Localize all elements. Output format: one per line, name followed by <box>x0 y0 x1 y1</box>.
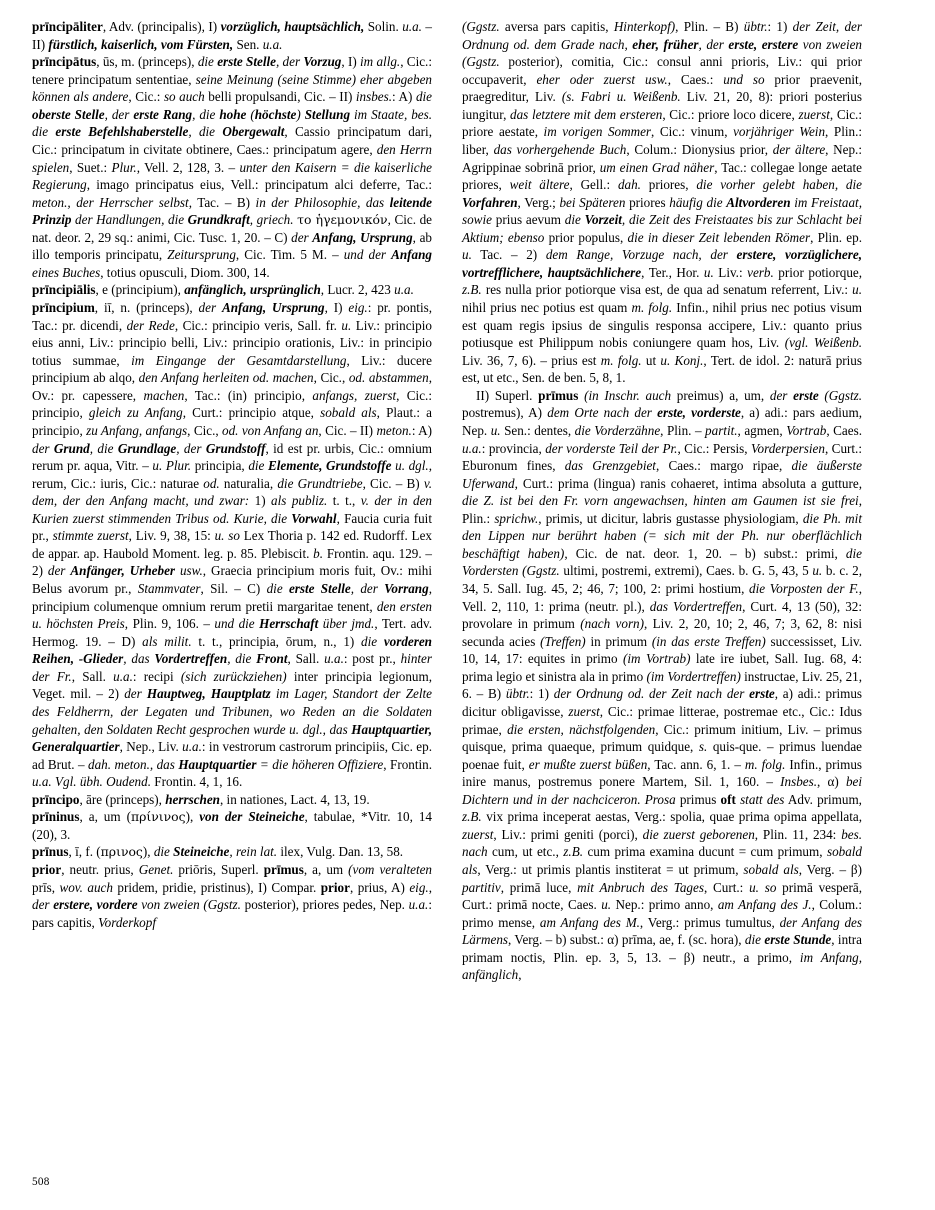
dictionary-entry-principaliter: prīncipāliter, Adv. (principalis), I) vorzüglich, hauptsächlich, Solin. u.a. – II) fürstlich, kaiserlich, vom Fürsten, Sen. u.a. <box>32 19 432 52</box>
page-number: 508 <box>32 1176 50 1188</box>
left-column <box>32 18 432 931</box>
dictionary-entry-principo: prīncipo, āre (princeps), herrschen, in nationes, Lact. 4, 13, 19. <box>32 791 370 807</box>
dictionary-entry-principatus: prīncipātus, ūs, m. (princeps), die erste Stelle, der Vorzug, I) im allg., Cic.: tenere principatum sententiae, seine Meinung (seine Stimme) eher abgeben können als andere, Cic.: so auch belli propulsandi, Cic. – II) insbes.: A) die oberste Stelle, der erste Rang, die hohe (höchste) Stellung im Staate, bes. die erste Befehlshaberstelle, die Obergewalt, Cassio principatum dari, Cic.: principatum in civitate obtinere, Caes.: principatum agere, den Herrn spielen, Suet.: Plur., Vell. 2, 128, 3. – unter den Kaisern = die kaiserliche Regierung, imago principatus eius, Vell.: principatum alci deferre, Tac.: meton., der Herrscher selbst, Tac. – B) in der Philosophie, das leitende Prinzip der Handlungen, die Grundkraft, griech. το ἡγεμονικόν, Cic. de nat. deor. 2, 29 sq.: animi, Cic. Tusc. 1, 20. – C) der Anfang, Ursprung, ab illo temporis principatu, Zeitursprung, Cic. Tim. 5 M. – und der Anfang eines Buches, totius opusculi, Diom. 300, 14. <box>32 54 433 280</box>
dictionary-entry-prior-continuation: (Ggstz. aversa pars capitis, Hinterkopf), Plin. – B) übtr.: 1) der Zeit, der Ordnung od. dem Grade nach, eher, früher, der erste, erstere von zweien (Ggstz. posterior), comitia, Cic.: consul anni prioris, Liv.: qui prior occupaverit, eher oder zuerst usw., Caes.: und so prior praevenit, praegreditur, Liv. (s. Fabri u. Weißenb. Liv. 21, 20, 8): priori posterius iungitur, das letztere mit dem ersteren, Cic.: priore loco dicere, zuerst, Cic.: priore aestate, im vorigen Sommer, Cic.: vinum, vorjähriger Wein, Plin.: liber, das vorhergehende Buch, Colum.: Dionysius prior, der ältere, Nep.: Agrippinae sobrinā prior, um einen Grad näher, Tac.: collegae longe aetate priores, weit ältere, Gell.: dah. priores, die vorher gelebt haben, die Vorfahren, Verg.; bei Späteren priores häufig die Altvorderen im Freistaat, sowie prius aevum die Vorzeit, die Zeit des Freistaates bis zur Schlacht bei Aktium; ebenso prior populus, die in dieser Zeit lebenden Römer, Plin. ep. u. Tac. – 2) dem Range, Vorzuge nach, der erstere, vorzüglichere, vortrefflichere, hauptsächlichere, Ter., Hor. u. Liv.: verb. prior potiorque, z.B. res nulla prior potiorque visa est, de qua ad senatum referrent, Liv.: u. nihil prius nec potius est quam m. folg. Infin., nihil prius nec potius visum est quam regis ipsius de singulis responsa accipere, Liv.: quanto prius potiusque est Philippum nobis coniungere quam hos, Liv. (vgl. Weißenb. Liv. 36, 7, 6). – prius est m. folg. ut u. Konj., Tert. de idol. 2: naturā prius est, ut etc., Sen. de ben. 5, 8, 1. <box>462 19 863 386</box>
page-columns <box>32 18 907 984</box>
dictionary-entry-primus: II) Superl. prīmus (in Inschr. auch preimus) a, um, der erste (Ggstz. postremus), A) dem Orte nach der erste, vorderste, a) adi.: pars aedium, Nep. u. Sen.: dentes, die Vorderzähne, Plin. – partit., agmen, Vortrab, Caes. u.a.: provincia, der vorderste Teil der Pr., Cic.: Persis, Vorderpersien, Curt.: Eburonum fines, das Grenzgebiet, Caes.: margo ripae, die äußerste Uferwand, Curt.: prima (lingua) ranis cohaeret, intima absoluta a gutture, die Z. ist bei den Fr. vorn angewachsen, hinten am Gaumen ist sie frei, Plin.: sprichw., primis, ut dicitur, labris gustasse physiologiam, die Ph. mit den Lippen nur berührt haben (= sich mit der Ph. nur oberflächlich beschäftigt haben), Cic. de nat. deor. 1, 20. – b) subst.: primi, die Vordersten (Ggstz. ultimi, postremi, extremi), Caes. b. G. 5, 43, 5 u. b. c. 2, 34, 5. Sall. Iug. 45, 2; 46, 7; 100, 2: primi hostium, die Vorposten der F., Vell. 2, 110, 1: prima (neutr. pl.), das Vordertreffen, Curt. 4, 13 (50), 32: provolare in primum (nach vorn), Liv. 2, 20, 10; 2, 46, 7; 3, 62, 8: nisi secunda acies (Treffen) in primum (in das erste Treffen) successisset, Liv. 10, 14, 17: equites in primo (im Vortrab) late ire iubet, Sall. Iug. 68, 4: prima legio et sinistra ala in primo (im Vordertreffen) instructae, Liv. 25, 21, 6. – B) übtr.: 1) der Ordnung od. der Zeit nach der erste, a) adi.: primus dicitur obligavisse, zuerst, Cic.: primae litterae, postremae etc., Cic.: Idus primae, die ersten, nächstfolgenden, Cic.: primum initium, Liv. – primus quisque, prima quaeque, primum quidque, s. quis-que. – primus luendae poenae fuit, er mußte zuerst büßen, Tac. ann. 6, 1. – m. folg. Infin., primus inire manus, postremus ponere Martem, Sil. 1, 160. – Insbes., α) bei Dichtern und in der nachciceron. Prosa primus oft statt des Adv. primum, z.B. vix prima inceperat aestas, Verg.: spolia, quae prima opima appellata, zuerst, Liv.: primi geniti (porci), die zuerst geborenen, Plin. 11, 234: bes. nach cum, ut etc., z.B. cum prima examina ducunt = cum primum, sobald als, Verg.: ut primis plantis institerat = ut primum, sobald als, Verg. – β) partitiv, primā luce, mit Anbruch des Tages, Curt.: u. so primā vesperā, Curt.: primā nocte, Caes. u. Nep.: primo anno, am Anfang des J., Colum.: primo mense, am Anfang des M., Verg.: primus tumultus, der Anfang des Lärmens, Verg. – b) subst.: α) prīma, ae, f. (sc. hora), die erste Stunde, intra primam noctis, Plin. ep. 3, 5, 13. – β) neutr., a primo, im Anfang, anfänglich, <box>462 387 863 983</box>
dictionary-entry-prinus: prīnus, ī, f. (πρινος), die Steineiche, rein lat. ilex, Vulg. Dan. 13, 58. <box>32 844 404 860</box>
right-column <box>462 18 862 984</box>
dictionary-entry-principium: prīncipium, iī, n. (princeps), der Anfang, Ursprung, I) eig.: pr. pontis, Tac.: pr. dicendi, der Rede, Cic.: principio veris, Sall. fr. u. Liv.: principio eius anni, Liv.: principio belli, Liv.: principio orationis, Liv.: in principio totius summae, im Eingange der Gesamtdarstellung, Liv.: ducere principium ab alqo, den Anfang herleiten od. machen, Cic., od. abstammen, Ov.: pr. capessere, machen, Tac.: (in) principio, anfangs, zuerst, Cic.: principio, gleich zu Anfang, Curt.: principio atque, sobald als, Plaut.: a principio, zu Anfang, anfangs, Cic., od. von Anfang an, Cic. – II) meton.: A) der Grund, die Grundlage, der Grundstoff, id est pr. urbis, Cic.: omnium rerum pr. aqua, Vitr. – u. Plur. principia, die Elemente, Grundstoffe u. dgl., rerum, Cic.: iuris, Cic.: naturae od. naturalia, die Grundtriebe, Cic. – B) v. dem, der den Anfang macht, und zwar: 1) als publiz. t. t., v. der in den Kurien zuerst stimmenden Tribus od. Kurie, die Vorwahl, Faucia curia fuit pr., stimmte zuerst, Liv. 9, 38, 15: u. so Lex Thoria p. 142 ed. Rudorff. Lex de appar. ap. Haubold Moment. leg. p. 85. Plebiscit. b. Frontin. aqu. 129. – 2) der Anfänger, Urheber usw., Graecia principium moris fuit, Ov.: mihi Belus avorum pr., Stammvater, Sil. – C) die erste Stelle, der Vorrang, principium columenque omnium rerum pretii margaritae tenent, den ersten u. höchsten Preis, Plin. 9, 106. – und die Herrschaft über jmd., Tert. adv. Hermog. 19. – D) als milit. t. t., principia, ōrum, n., 1) die vorderen Reihen, -Glieder, das Vordertreffen, die Front, Sall. u.a.: post pr., hinter der Fr., Sall. u.a.: recipi (sich zurückziehen) inter principia legionum, Veget. mil. – 2) der Hauptweg, Hauptplatz im Lager, Standort der Zelte des Feldherrn, der Legaten und Tribunen, wo Reden an die Soldaten gehalten, den Soldaten Recht gesprochen wurde u. dgl., das Hauptquartier, Generalquartier, Nep., Liv. u.a.: in vestrorum castrorum principiis, Cic. ep. ad Brut. – dah. meton., das Hauptquartier = die höheren Offiziere, Frontin. u.a. Vgl. übh. Oudend. Frontin. 4, 1, 16. <box>32 300 433 790</box>
dictionary-entry-principialis: prīncipiālis, e (principium), anfänglich, ursprünglich, Lucr. 2, 423 u.a. <box>32 282 414 298</box>
dictionary-entry-prior: prior, neutr. prius, Genet. priōris, Superl. prīmus, a, um (vom veralteten prīs, wov. auch pridem, pridie, pristinus), I) Compar. prior, prius, A) eig., der erstere, vordere von zweien (Ggstz. posterior), priores pedes, Nep. u.a.: pars capitis, Vorderkopf <box>32 862 432 930</box>
dictionary-entry-prininus: prīninus, a, um (πρίνινος), von der Steineiche, tabulae, *Vitr. 10, 14 (20), 3. <box>32 809 432 842</box>
